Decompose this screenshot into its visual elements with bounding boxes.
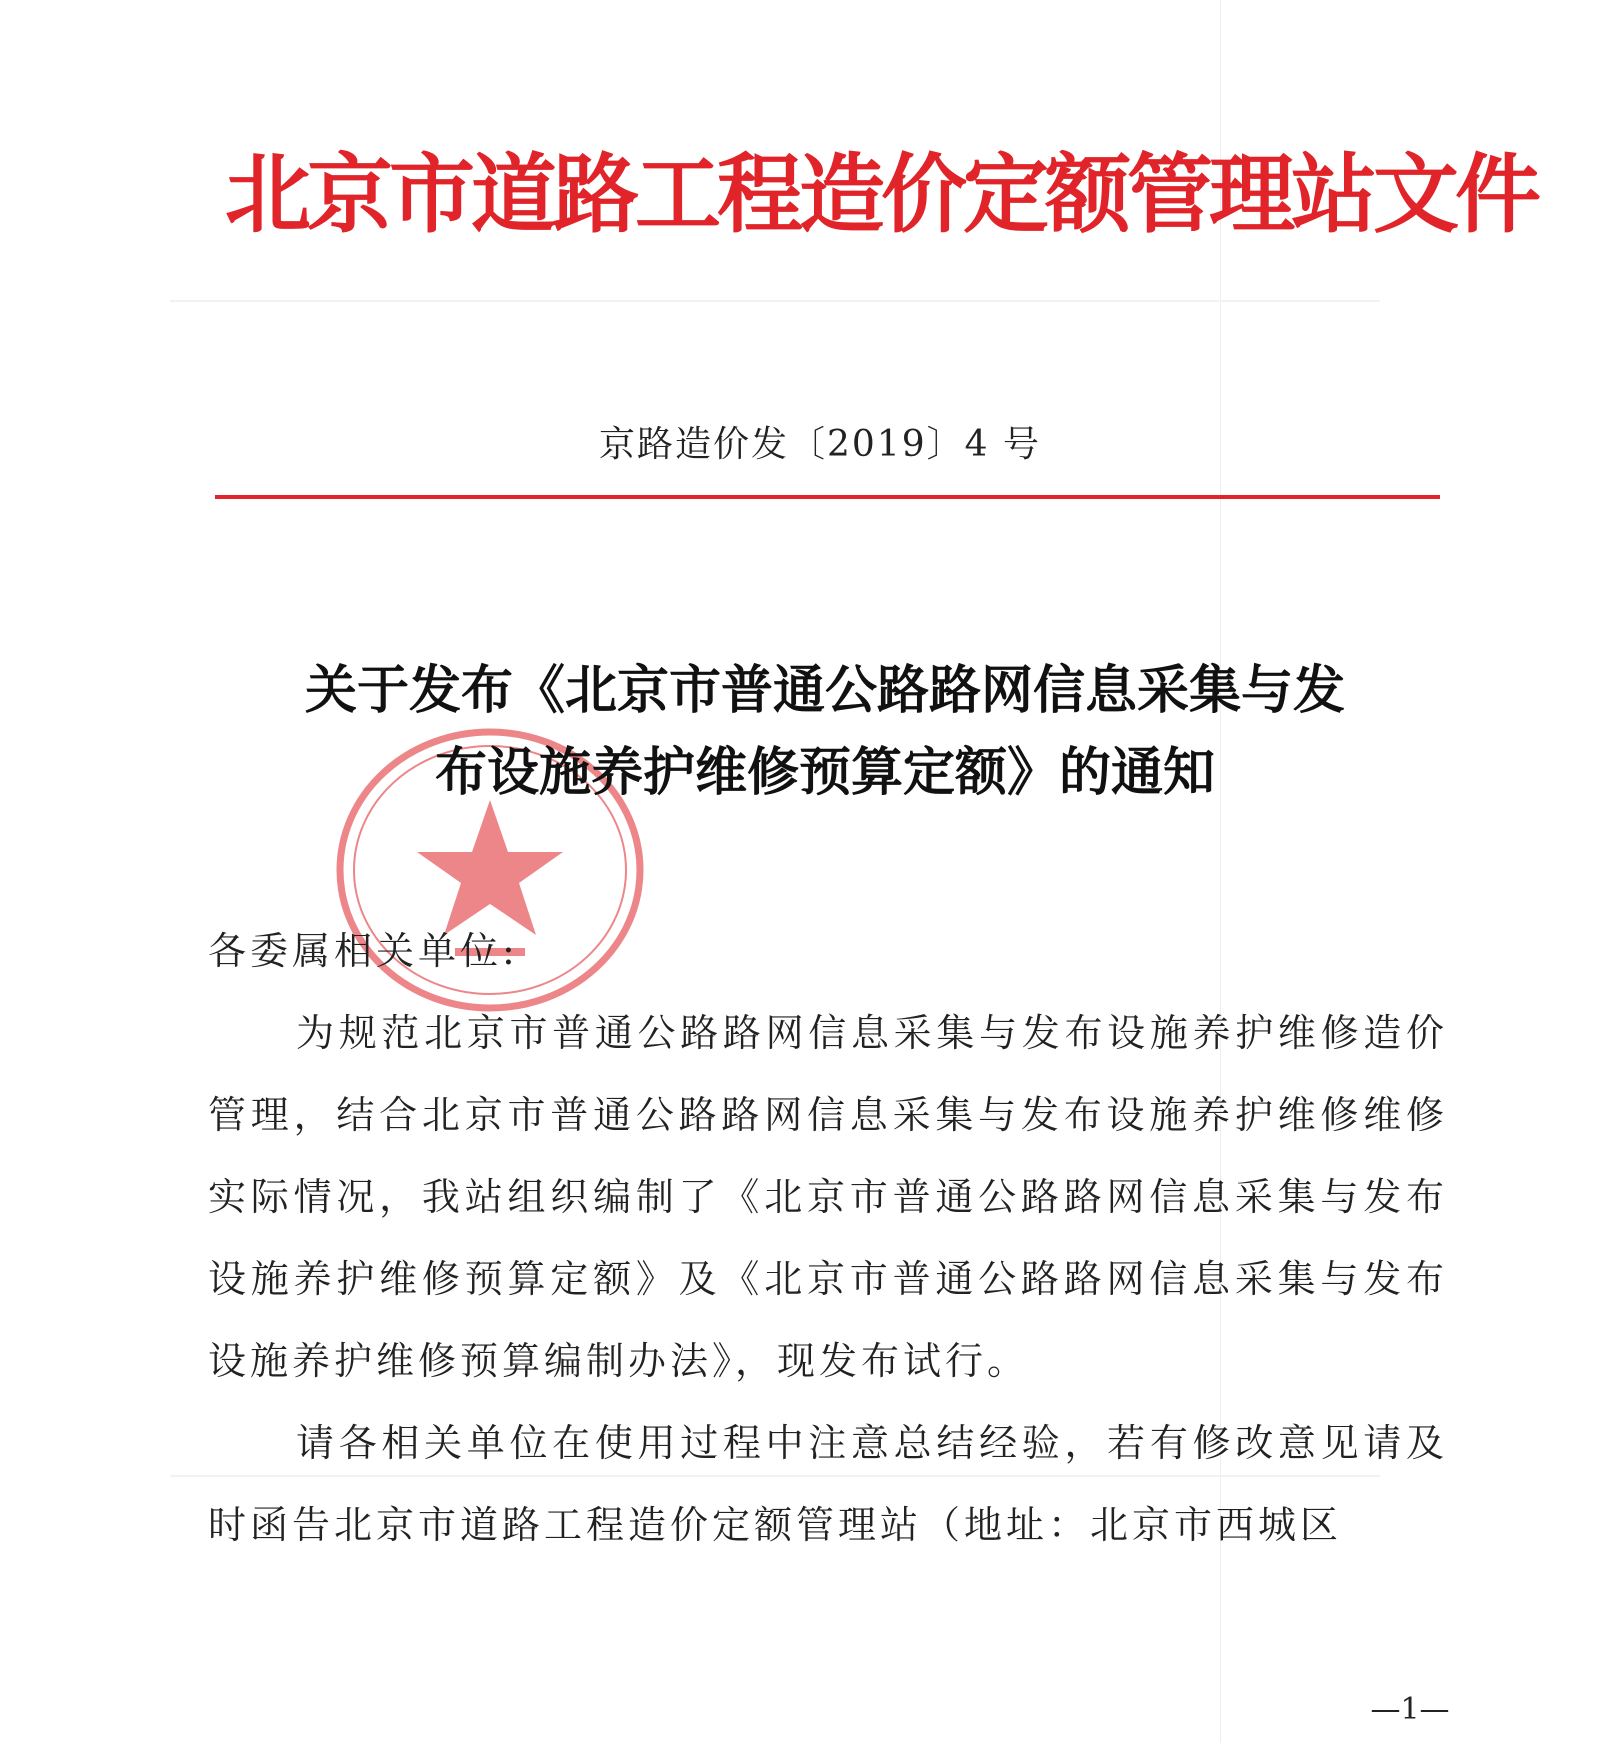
notice-title xyxy=(200,650,1450,814)
masthead-title: 北京市道路工程造价定额管理站文件 xyxy=(225,145,1537,245)
notice-title-line-2: 布设施养护维修预算定额》的通知 xyxy=(434,743,1215,803)
body-paragraph-2: 请各相关单位在使用过程中注意总结经验，若有修改意见请及时函告北京市道路工程造价定额管理站（地址：北京市西城区 xyxy=(208,1421,1448,1547)
document-number: 京路造价发〔2019〕4 号 xyxy=(599,424,1041,465)
body-paragraph-1: 为规范北京市普通公路路网信息采集与发布设施养护维修造价管理，结合北京市普通公路路网信息采集与发布设施养护维修维修实际情况，我站组织编制了《北京市普通公路路网信息采集与发布设施养护维修预算定额》及《北京市普通公路路网信息采集与发布设施养护维修预算编制办法》，现发布试行。 xyxy=(208,1011,1448,1383)
red-divider-rule xyxy=(215,495,1440,499)
page-number: —1— xyxy=(1370,1692,1450,1727)
notice-title-line-1: 关于发布《北京市普通公路路网信息采集与发 xyxy=(304,661,1345,721)
salutation: 各委属相关单位: xyxy=(208,929,519,973)
bleed-through-line xyxy=(170,300,1380,302)
notice-body xyxy=(208,910,1448,1566)
